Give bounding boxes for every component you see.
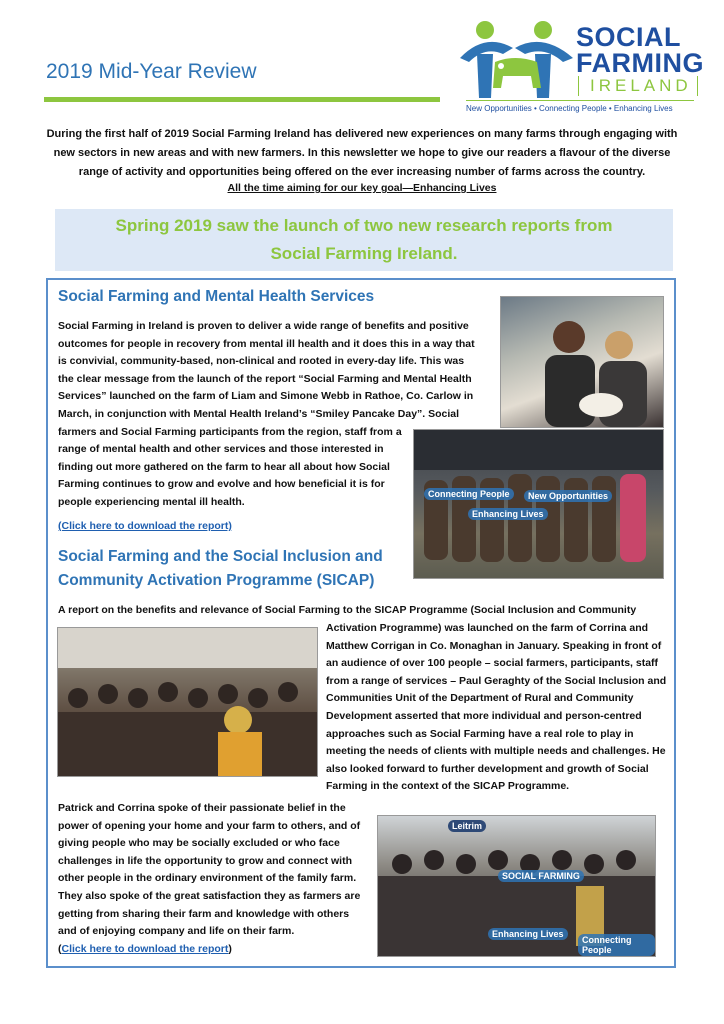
logo-word-social: SOCIAL [576, 22, 682, 52]
download-report-link-2-wrapper [58, 943, 232, 955]
photo-farm-group [413, 429, 664, 579]
logo-word-ireland: IRELAND [590, 76, 692, 95]
photo-pancake-day [500, 296, 664, 428]
photo-sign-leitrim: Leitrim [448, 820, 486, 832]
announcement-text [55, 212, 673, 268]
sicap-heading-line-2: Community Activation Programme (SICAP) [58, 572, 375, 589]
section-heading-mental-health: Social Farming and Mental Health Services [58, 288, 375, 305]
title-divider [44, 97, 440, 102]
page-title: 2019 Mid-Year Review [46, 60, 257, 83]
photo-sign-enhancing-lives: Enhancing Lives [488, 928, 568, 940]
intro-paragraph: During the first half of 2019 Social Farming Ireland has delivered new experiences on many farms through engaging with new sectors in new areas and with new farmers. In this newsletter we hope to give our readers a flavour of the diverse range of activity and opportunities being offered on the ever increasing number of farms across the country. [46, 128, 678, 178]
logo-word-farming: FARMING [576, 48, 704, 78]
tagline-divider [466, 100, 694, 101]
section-heading-sicap [58, 545, 383, 593]
section2-body: Activation Programme) was launched on the farm of Corrina and Matthew Corrigan in Co. Monaghan in January. Speaking in front of an audience of over 100 people – social farmers, participants, staff from a range of services – Paul Geraghty of the Social Inclusion and Communities Unit of the Department of Rural and Community Development asserted that more individual and person-centred approaches such as Social Farming have a real role to play in meeting the needs of clients with multiple needs and challenges. He also looked forward to further development and growth of Social Farming in the context of the SICAP Programme. [326, 622, 667, 793]
sicap-heading-line-1: Social Farming and the Social Inclusion and [58, 548, 383, 565]
download-report-link-1[interactable]: (Click here to download the report) [58, 520, 232, 532]
announcement-line-1: Spring 2019 saw the launch of two new research reports from [115, 216, 613, 235]
photo-sign-enhancing: Enhancing Lives [468, 508, 548, 520]
link-open-paren: ( [58, 943, 62, 955]
audience-photo-icon [58, 628, 317, 776]
announcement-line-2: Social Farming Ireland. [270, 244, 458, 263]
photo-audience [57, 627, 318, 777]
section1-body-narrow: farmers and Social Farming participants from the region, staff from a range of mental health and other services and those interested in finding out more gathered on the farm to hear all about how Social Farming continues to grow and evolve and how beneficial it is for people experiencing mental ill health. [58, 425, 402, 508]
section1-body-wide: Social Farming in Ireland is proven to deliver a wide range of benefits and positive outcomes for people in recovery from mental ill health and it does this in a way that is convivial, community-based, non-clinical and rooted in every-day life. This was the clear message from the launch of the report “Social Farming and Mental Health Services” launched on the farm of Liam and Simone Webb in Rathoe, Co. Carlow in March, in conjunction with Mental Health Ireland’s “Smiley Pancake Day”. Social [58, 320, 475, 420]
photo-launch-group [377, 815, 656, 957]
section2-body-2: Patrick and Corrina spoke of their passionate belief in the power of opening your home and your farm to others, and of giving people who may be socially excluded or who face challenges in life the opportunity to grow and connect with other people in the ordinary environment of the family farm. They also spoke of the great satisfaction they as farmers are getting from sharing their farm and knowledge with others and of enjoying company and life on their farm. [58, 802, 361, 938]
link-close-paren: ) [228, 943, 232, 955]
section2-body-first-line: A report on the benefits and relevance of Social Farming to the SICAP Programme (Social Inclusion and Community [58, 604, 637, 616]
group-photo-icon [414, 430, 663, 578]
photo-sign-social-farming: SOCIAL FARMING [498, 870, 584, 882]
download-report-link-2[interactable]: Click here to download the report [61, 943, 229, 955]
photo-sign-new-opportunities: New Opportunities [524, 490, 612, 502]
logo-tagline: New Opportunities • Connecting People • Enhancing Lives [466, 104, 673, 113]
people-photo-icon [501, 297, 663, 427]
photo-sign-connecting-people: Connecting People [578, 934, 655, 956]
photo-sign-connecting: Connecting People [424, 488, 514, 500]
key-goal: All the time aiming for our key goal—Enhancing Lives [227, 182, 497, 194]
